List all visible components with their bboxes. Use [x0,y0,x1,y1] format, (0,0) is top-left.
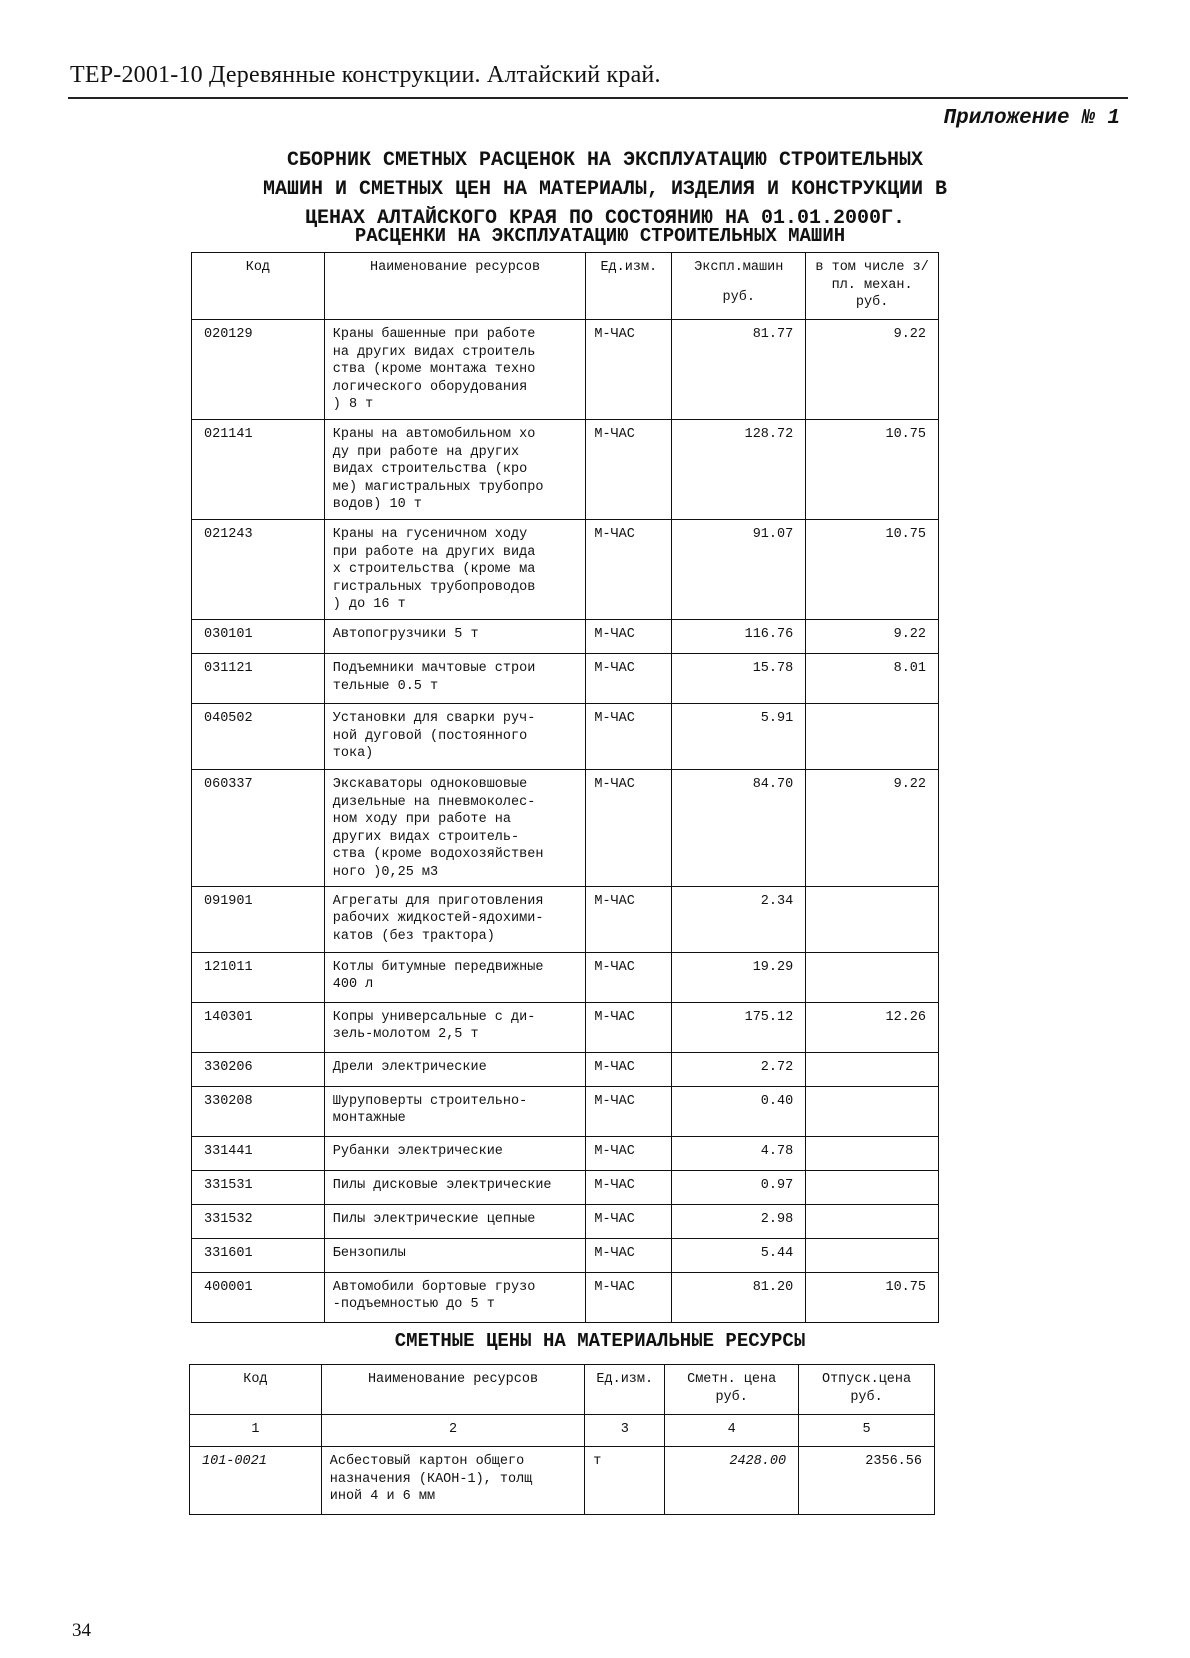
machine-code: 400001 [192,1272,325,1322]
machine-name: Краны на автомобильном хо ду при работе на других видах строительства (кро ме) магистральных трубопро водов) 10 т [324,420,586,520]
mat-header-code: Код [190,1365,322,1415]
machine-cost: 19.29 [672,952,806,1002]
machine-cost: 175.12 [672,1002,806,1052]
machine-wage [806,1238,939,1272]
machine-unit: М-ЧАС [586,620,672,654]
machine-row [192,1052,939,1086]
machine-cost: 81.77 [672,320,806,420]
machine-unit: М-ЧАС [586,1136,672,1170]
machine-wage [806,1086,939,1136]
machine-row [192,1238,939,1272]
machine-cost: 91.07 [672,520,806,620]
document-header-title: ТЕР-2001-10 Деревянные конструкции. Алтайский край. [70,62,661,88]
machine-cost: 116.76 [672,620,806,654]
machine-cost: 2.34 [672,886,806,952]
column-number: 4 [665,1415,799,1447]
machine-name: Агрегаты для приготовления рабочих жидкостей-ядохими- катов (без трактора) [324,886,586,952]
machine-code: 021141 [192,420,325,520]
materials-table [189,1364,935,1515]
machine-code: 331601 [192,1238,325,1272]
material-release-price: 2356.56 [799,1447,935,1515]
machine-row [192,1086,939,1136]
machines-section-title: РАСЦЕНКИ НА ЭКСПЛУАТАЦИЮ СТРОИТЕЛЬНЫХ МАШИН [354,225,846,247]
machine-row [192,886,939,952]
appendix-label: Приложение № 1 [943,107,1120,130]
machine-code: 121011 [192,952,325,1002]
machine-row [192,1002,939,1052]
machine-name: Дрели электрические [324,1052,586,1086]
machine-unit: М-ЧАС [586,1086,672,1136]
material-code: 101-0021 [190,1447,322,1515]
machine-cost: 128.72 [672,420,806,520]
collection-title [140,146,1070,233]
machine-row [192,654,939,704]
material-name: Асбестовый картон общего назначения (КАОН-1), толщ иной 4 и 6 мм [321,1447,585,1515]
machine-row [192,520,939,620]
machine-wage: 9.22 [806,320,939,420]
machine-unit: М-ЧАС [586,1272,672,1322]
machine-unit: М-ЧАС [586,886,672,952]
machine-wage [806,1204,939,1238]
materials-body [190,1447,935,1515]
machine-unit: М-ЧАС [586,1170,672,1204]
machine-unit: М-ЧАС [586,420,672,520]
machine-code: 021243 [192,520,325,620]
machine-row [192,952,939,1002]
material-estimate-price: 2428.00 [665,1447,799,1515]
header-name: Наименование ресурсов [324,253,586,320]
machine-row [192,1204,939,1238]
machine-name: Рубанки электрические [324,1136,586,1170]
machine-code: 331532 [192,1204,325,1238]
machine-cost: 5.44 [672,1238,806,1272]
machines-table [191,252,939,1323]
machine-unit: М-ЧАС [586,770,672,887]
machine-cost: 4.78 [672,1136,806,1170]
machine-row [192,620,939,654]
column-number: 5 [799,1415,935,1447]
materials-section-title: СМЕТНЫЕ ЦЕНЫ НА МАТЕРИАЛЬНЫЕ РЕСУРСЫ [394,1330,806,1352]
machine-cost: 5.91 [672,704,806,770]
header-cost-label: Экспл.машин [694,260,784,275]
machine-cost: 2.72 [672,1052,806,1086]
machine-name: Установки для сварки руч- ной дуговой (постоянного тока) [324,704,586,770]
machine-cost: 81.20 [672,1272,806,1322]
machine-wage: 10.75 [806,1272,939,1322]
machine-code: 040502 [192,704,325,770]
machine-name: Краны на гусеничном ходу при работе на других вида х строительства (кроме ма гистральных трубопроводов ) до 16 т [324,520,586,620]
machine-code: 091901 [192,886,325,952]
machine-name: Бензопилы [324,1238,586,1272]
material-row [190,1447,935,1515]
machine-code: 331441 [192,1136,325,1170]
machine-row [192,1170,939,1204]
machine-row [192,770,939,887]
mat-header-release: Отпуск.цена руб. [799,1365,935,1415]
column-number: 1 [190,1415,322,1447]
machine-name: Автопогрузчики 5 т [324,620,586,654]
mat-header-estimate: Сметн. цена руб. [665,1365,799,1415]
machine-row [192,1272,939,1322]
machine-row [192,420,939,520]
column-number: 2 [321,1415,585,1447]
header-unit: Ед.изм. [586,253,672,320]
machine-wage: 9.22 [806,770,939,887]
machine-unit: М-ЧАС [586,320,672,420]
machine-name: Автомобили бортовые грузо -подъемностью до 5 т [324,1272,586,1322]
machine-wage: 10.75 [806,520,939,620]
page-number: 34 [72,1620,91,1641]
machines-header-row [192,253,939,320]
machine-unit: М-ЧАС [586,1238,672,1272]
machine-wage: 9.22 [806,620,939,654]
header-divider [68,97,1128,99]
header-code: Код [192,253,325,320]
machine-wage [806,952,939,1002]
machine-name: Копры универсальные с ди- зель-молотом 2,5 т [324,1002,586,1052]
machine-cost: 2.98 [672,1204,806,1238]
machine-row [192,704,939,770]
machine-unit: М-ЧАС [586,1052,672,1086]
material-unit: т [585,1447,665,1515]
header-cost [672,253,806,320]
machines-body [192,320,939,1323]
machine-wage [806,1136,939,1170]
machine-code: 330208 [192,1086,325,1136]
machine-code: 060337 [192,770,325,887]
machine-unit: М-ЧАС [586,654,672,704]
machine-unit: М-ЧАС [586,952,672,1002]
machine-name: Экскаваторы одноковшовые дизельные на пневмоколес- ном ходу при работе на других видах строитель- ства (кроме водохозяйствен ного )0,25 м3 [324,770,586,887]
machine-name: Пилы электрические цепные [324,1204,586,1238]
machine-name: Шуруповерты строительно- монтажные [324,1086,586,1136]
machine-code: 140301 [192,1002,325,1052]
machine-wage [806,1170,939,1204]
machine-wage: 8.01 [806,654,939,704]
machine-cost: 15.78 [672,654,806,704]
machine-wage: 10.75 [806,420,939,520]
machine-wage [806,1052,939,1086]
machine-row [192,1136,939,1170]
machine-code: 030101 [192,620,325,654]
machine-cost: 84.70 [672,770,806,887]
mat-header-name: Наименование ресурсов [321,1365,585,1415]
machine-unit: М-ЧАС [586,1204,672,1238]
machine-unit: М-ЧАС [586,1002,672,1052]
materials-header-row [190,1365,935,1415]
collection-title-line-3: ЦЕНАХ АЛТАЙСКОГО КРАЯ ПО СОСТОЯНИЮ НА 01.01.2000Г. [304,207,906,230]
machine-unit: М-ЧАС [586,520,672,620]
machine-wage: 12.26 [806,1002,939,1052]
machine-cost: 0.40 [672,1086,806,1136]
machine-code: 031121 [192,654,325,704]
machine-name: Котлы битумные передвижные 400 л [324,952,586,1002]
machine-wage [806,886,939,952]
collection-title-line-2: МАШИН И СМЕТНЫХ ЦЕН НА МАТЕРИАЛЫ, ИЗДЕЛИЯ И КОНСТРУКЦИИ В [262,178,948,201]
machine-name: Подъемники мачтовые строи тельные 0.5 т [324,654,586,704]
collection-title-line-1: СБОРНИК СМЕТНЫХ РАСЦЕНОК НА ЭКСПЛУАТАЦИЮ СТРОИТЕЛЬНЫХ [286,149,924,172]
machine-cost: 0.97 [672,1170,806,1204]
machine-row [192,320,939,420]
header-cost-unit: руб. [722,289,755,305]
mat-header-unit: Ед.изм. [585,1365,665,1415]
machine-code: 020129 [192,320,325,420]
machine-name: Краны башенные при работе на других видах строитель ства (кроме монтажа техно логического оборудования ) 8 т [324,320,586,420]
header-wage: в том числе з/пл. механ. руб. [806,253,939,320]
column-number: 3 [585,1415,665,1447]
machine-code: 331531 [192,1170,325,1204]
machine-name: Пилы дисковые электрические [324,1170,586,1204]
machine-unit: М-ЧАС [586,704,672,770]
machine-code: 330206 [192,1052,325,1086]
machine-wage [806,704,939,770]
materials-column-numbers-row [190,1415,935,1447]
